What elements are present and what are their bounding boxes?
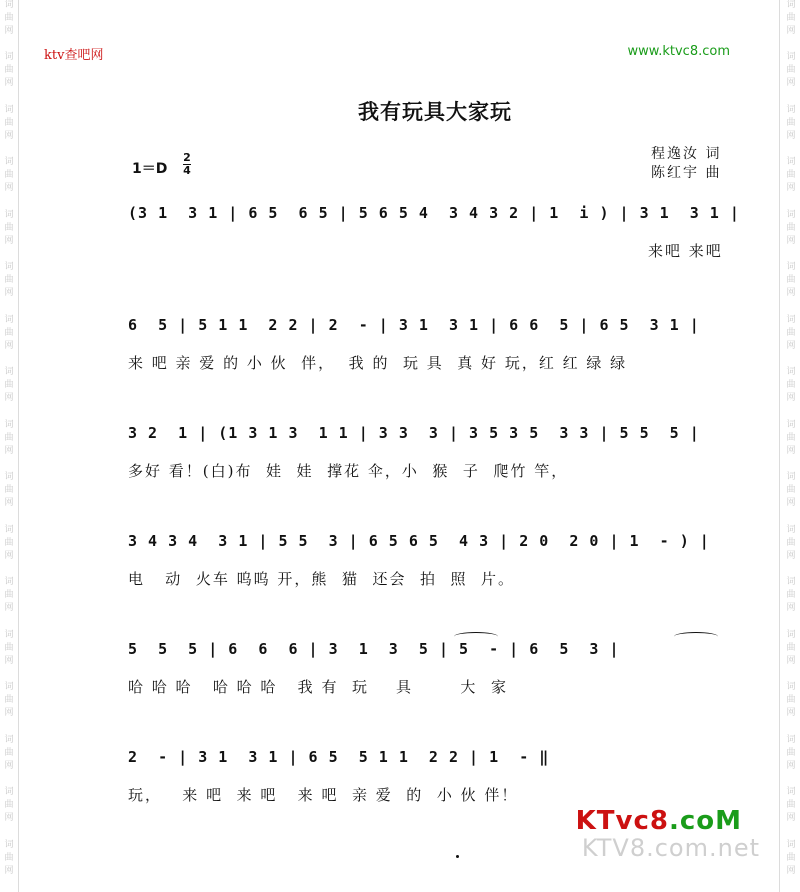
side-watermark-char: 词 bbox=[4, 734, 14, 745]
side-watermark-char: 曲 bbox=[4, 13, 14, 23]
side-watermark-char: 网 bbox=[4, 183, 14, 194]
side-watermark-char: 曲 bbox=[786, 485, 796, 496]
side-watermark-char: 曲 bbox=[4, 537, 14, 548]
side-watermark-char: 词 bbox=[4, 629, 14, 640]
side-watermark-char: 词 bbox=[4, 0, 14, 10]
side-watermark-char: 网 bbox=[4, 445, 14, 456]
notes-line: 3 4 3 4 3 1 | 5 5 3 | 6 5 6 5 4 3 | 2 0 2 0 | 1 - ) | bbox=[128, 532, 710, 550]
side-watermark-char: 网 bbox=[4, 78, 14, 89]
side-watermark-char: 网 bbox=[4, 865, 14, 876]
slur-mark bbox=[454, 632, 498, 641]
side-watermark-char: 曲 bbox=[786, 170, 796, 181]
side-watermark-char: 词 bbox=[786, 472, 796, 483]
side-watermark-char: 网 bbox=[4, 393, 14, 404]
side-watermark-char: 曲 bbox=[786, 380, 796, 391]
side-watermark-char: 词 bbox=[786, 419, 796, 430]
side-watermark-char: 网 bbox=[786, 708, 796, 719]
side-watermark-char: 网 bbox=[786, 550, 796, 561]
side-watermark-char: 曲 bbox=[786, 747, 796, 758]
side-watermark-char: 曲 bbox=[786, 537, 796, 548]
site-name-left[interactable]: ktv查吧网 bbox=[44, 48, 104, 63]
logo-green-part: .coM bbox=[668, 806, 742, 836]
side-watermark-char: 网 bbox=[4, 603, 14, 614]
score-row-4 bbox=[128, 532, 748, 604]
side-watermark-char: 曲 bbox=[4, 222, 14, 233]
time-signature bbox=[183, 152, 191, 177]
page-edge-right bbox=[779, 0, 780, 892]
side-watermark-char: 曲 bbox=[4, 380, 14, 391]
side-watermark-char: 词 bbox=[786, 104, 796, 115]
side-watermark-left bbox=[2, 0, 16, 892]
side-watermark-char: 曲 bbox=[4, 800, 14, 811]
side-watermark-char: 网 bbox=[786, 655, 796, 666]
side-watermark-char: 曲 bbox=[4, 485, 14, 496]
side-watermark-char: 网 bbox=[786, 78, 796, 89]
slur-mark bbox=[674, 632, 718, 641]
lyrics-line: 哈 哈 哈 哈 哈 哈 我 有 玩 具 大 家 bbox=[128, 678, 508, 696]
score-row-3 bbox=[128, 424, 748, 496]
side-watermark-char: 词 bbox=[4, 524, 14, 535]
lyrics-line: 玩， 来 吧 来 吧 来 吧 亲 爱 的 小 伙 伴！ bbox=[128, 786, 519, 804]
score-row-1 bbox=[128, 204, 748, 276]
side-watermark-char: 曲 bbox=[786, 327, 796, 338]
notes-line: (3 1 3 1 | 6 5 6 5 | 5 6 5 4 3 4 3 2 | 1 i ) | 3 1 3 1 | bbox=[128, 204, 740, 222]
side-watermark-char: 词 bbox=[786, 577, 796, 588]
side-watermark-char: 网 bbox=[4, 340, 14, 351]
site-url-right[interactable]: www.ktvc8.com bbox=[627, 44, 730, 59]
side-watermark-char: 网 bbox=[786, 130, 796, 141]
side-watermark-char: 曲 bbox=[786, 117, 796, 128]
side-watermark-char: 词 bbox=[786, 682, 796, 693]
side-watermark-right bbox=[784, 0, 798, 892]
side-watermark-char: 词 bbox=[4, 787, 14, 798]
side-watermark-char: 词 bbox=[4, 682, 14, 693]
side-watermark-char: 词 bbox=[786, 262, 796, 273]
composer-credit: 陈红宇 曲 bbox=[651, 165, 722, 181]
side-watermark-char: 网 bbox=[4, 655, 14, 666]
side-watermark-char: 词 bbox=[786, 157, 796, 168]
side-watermark-char: 曲 bbox=[4, 65, 14, 76]
side-watermark-char: 词 bbox=[786, 0, 796, 10]
side-watermark-char: 曲 bbox=[786, 800, 796, 811]
side-watermark-char: 网 bbox=[786, 760, 796, 771]
side-watermark-char: 词 bbox=[786, 314, 796, 325]
lyrics-line: 多好 看！(白)布 娃 娃 撑花 伞，小 猴 子 爬竹 竿， bbox=[128, 462, 569, 480]
side-watermark-char: 词 bbox=[786, 209, 796, 220]
side-watermark-char: 网 bbox=[786, 235, 796, 246]
lyrics-line: 来 吧 亲 爱 的 小 伙 伴， 我 的 玩 具 真 好 玩，红 红 绿 绿 bbox=[128, 354, 628, 372]
side-watermark-char: 曲 bbox=[4, 590, 14, 601]
side-watermark-char: 词 bbox=[4, 472, 14, 483]
time-signature-top: 2 bbox=[183, 151, 191, 164]
side-watermark-char: 网 bbox=[4, 235, 14, 246]
side-watermark-char: 曲 bbox=[786, 13, 796, 23]
side-watermark-char: 网 bbox=[4, 760, 14, 771]
logo-red-part: KTvc8 bbox=[575, 806, 669, 836]
notes-line: 5 5 5 | 6 6 6 | 3 1 3 5 | 5 - | 6 5 3 | bbox=[128, 640, 620, 658]
side-watermark-char: 词 bbox=[786, 734, 796, 745]
side-watermark-char: 词 bbox=[4, 104, 14, 115]
song-title: 我有玩具大家玩 bbox=[358, 99, 512, 124]
lyrics-line: 来吧 来吧 bbox=[648, 242, 723, 260]
lyricist-credit: 程逸汝 词 bbox=[651, 146, 722, 162]
side-watermark-char: 曲 bbox=[4, 170, 14, 181]
side-watermark-char: 曲 bbox=[786, 222, 796, 233]
side-watermark-char: 曲 bbox=[786, 590, 796, 601]
side-watermark-char: 曲 bbox=[786, 695, 796, 706]
side-watermark-char: 词 bbox=[786, 839, 796, 850]
side-watermark-char: 词 bbox=[4, 314, 14, 325]
side-watermark-char: 曲 bbox=[786, 432, 796, 443]
side-watermark-char: 网 bbox=[786, 813, 796, 824]
side-watermark-char: 词 bbox=[4, 839, 14, 850]
side-watermark-char: 网 bbox=[786, 183, 796, 194]
time-signature-bottom: 4 bbox=[183, 164, 191, 177]
side-watermark-char: 曲 bbox=[4, 432, 14, 443]
side-watermark-char: 词 bbox=[786, 52, 796, 63]
side-watermark-char: 网 bbox=[4, 550, 14, 561]
page-edge-left bbox=[18, 0, 19, 892]
side-watermark-char: 网 bbox=[4, 26, 14, 36]
side-watermark-char: 词 bbox=[4, 209, 14, 220]
side-watermark-char: 曲 bbox=[786, 275, 796, 286]
side-watermark-char: 词 bbox=[4, 577, 14, 588]
side-watermark-char: 词 bbox=[4, 157, 14, 168]
side-watermark-char: 曲 bbox=[4, 117, 14, 128]
side-watermark-char: 曲 bbox=[4, 747, 14, 758]
side-watermark-char: 网 bbox=[786, 603, 796, 614]
side-watermark-char: 曲 bbox=[786, 852, 796, 863]
side-watermark-char: 曲 bbox=[4, 695, 14, 706]
side-watermark-char: 曲 bbox=[4, 275, 14, 286]
score-row-2 bbox=[128, 316, 748, 388]
side-watermark-char: 网 bbox=[4, 813, 14, 824]
stray-dot bbox=[456, 855, 459, 858]
side-watermark-char: 网 bbox=[4, 498, 14, 509]
notes-line: 2 - | 3 1 3 1 | 6 5 5 1 1 2 2 | 1 - ‖ bbox=[128, 748, 550, 766]
side-watermark-char: 词 bbox=[786, 524, 796, 535]
side-watermark-char: 网 bbox=[786, 288, 796, 299]
side-watermark-char: 网 bbox=[786, 865, 796, 876]
side-watermark-char: 网 bbox=[786, 26, 796, 36]
side-watermark-char: 曲 bbox=[786, 65, 796, 76]
logo-ghost-reflection: KTV8.com.net bbox=[581, 834, 760, 862]
side-watermark-char: 曲 bbox=[4, 852, 14, 863]
side-watermark-char: 网 bbox=[786, 393, 796, 404]
notes-line: 6 5 | 5 1 1 2 2 | 2 - | 3 1 3 1 | 6 6 5 | 6 5 3 1 | bbox=[128, 316, 700, 334]
side-watermark-char: 词 bbox=[4, 262, 14, 273]
side-watermark-char: 词 bbox=[4, 367, 14, 378]
side-watermark-char: 网 bbox=[4, 130, 14, 141]
score-row-5 bbox=[128, 640, 748, 712]
notes-line: 3 2 1 | (1 3 1 3 1 1 | 3 3 3 | 3 5 3 5 3 3 | 5 5 5 | bbox=[128, 424, 700, 442]
side-watermark-char: 词 bbox=[4, 52, 14, 63]
side-watermark-char: 网 bbox=[786, 498, 796, 509]
side-watermark-char: 曲 bbox=[4, 642, 14, 653]
side-watermark-char: 词 bbox=[786, 367, 796, 378]
lyrics-line: 电 动 火车 呜呜 开，熊 猫 还会 拍 照 片。 bbox=[128, 570, 516, 588]
side-watermark-char: 网 bbox=[786, 445, 796, 456]
side-watermark-char: 曲 bbox=[4, 327, 14, 338]
key-signature: 1＝D bbox=[132, 161, 168, 177]
side-watermark-char: 词 bbox=[4, 419, 14, 430]
side-watermark-char: 网 bbox=[4, 708, 14, 719]
side-watermark-char: 网 bbox=[786, 340, 796, 351]
ktvc8-logo[interactable] bbox=[576, 806, 742, 836]
side-watermark-char: 词 bbox=[786, 629, 796, 640]
side-watermark-char: 网 bbox=[4, 288, 14, 299]
side-watermark-char: 词 bbox=[786, 787, 796, 798]
side-watermark-char: 曲 bbox=[786, 642, 796, 653]
